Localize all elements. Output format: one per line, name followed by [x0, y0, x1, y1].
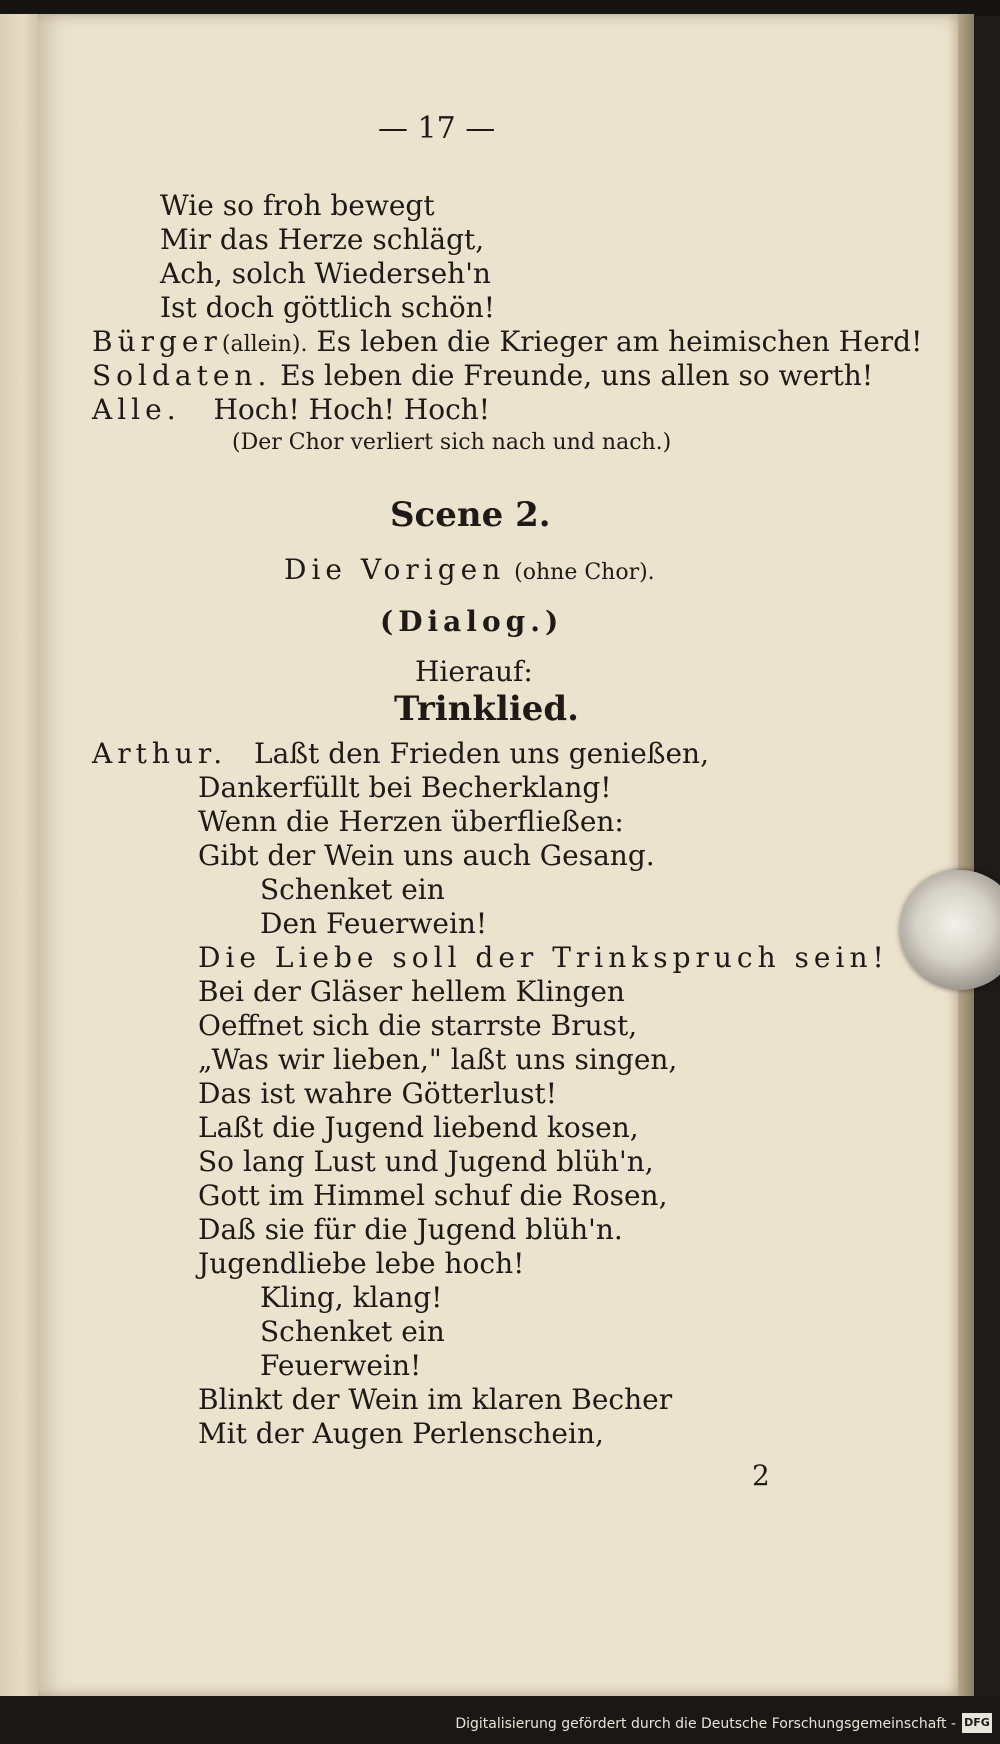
song-title: Trinklied. — [394, 689, 580, 729]
verse-line: Wie so froh bewegt — [160, 189, 435, 222]
verse-line: Jugendliebe lebe hoch! — [198, 1247, 525, 1280]
verse-line: Gibt der Wein uns auch Gesang. — [198, 839, 655, 872]
verse-line: Oeffnet sich die starrste Brust, — [198, 1009, 638, 1042]
verse-line: Schenket ein — [260, 1315, 445, 1348]
speaker-name: Bürger — [92, 325, 222, 358]
verse-line: Schenket ein — [260, 873, 445, 906]
stage-note: (allein). — [221, 332, 308, 357]
verse-line: Mir das Herze schlägt, — [160, 223, 485, 256]
signature-mark: 2 — [752, 1459, 770, 1492]
speech-text: Es leben die Krieger am heimischen Herd! — [316, 325, 923, 358]
verse-line: Den Feuerwein! — [260, 907, 488, 940]
speech-text: Es leben die Freunde, uns allen so werth! — [280, 359, 874, 392]
speech-line — [92, 325, 923, 358]
verse-line: Bei der Gläser hellem Klingen — [198, 975, 625, 1008]
verse-line: Laßt die Jugend liebend kosen, — [198, 1111, 639, 1144]
dialog-note: (Dialog.) — [380, 605, 564, 638]
page-fore-edge — [958, 14, 974, 1696]
verse-line: So lang Lust und Jugend blüh'n, — [198, 1145, 654, 1178]
speech-text: Hoch! Hoch! Hoch! — [213, 393, 491, 426]
verse-line: Gott im Himmel schuf die Rosen, — [198, 1179, 668, 1212]
speaker-name: Die Vorigen — [284, 553, 506, 586]
speech-line — [92, 393, 491, 426]
scene-characters — [284, 553, 655, 586]
verse-line: Mit der Augen Perlenschein, — [198, 1417, 604, 1450]
verse-line: Das ist wahre Götterlust! — [198, 1077, 557, 1110]
speaker-name: Alle. — [92, 393, 181, 426]
verse-line: „Was wir lieben," laßt uns singen, — [198, 1043, 678, 1076]
scene-heading: Scene 2. — [390, 495, 551, 535]
page-number: — 17 — — [378, 111, 496, 146]
stage-note: (ohne Chor). — [514, 560, 655, 585]
verse-line: Die Liebe soll der Trinkspruch sein! — [198, 941, 889, 974]
facing-page-edge — [0, 14, 41, 1696]
verse-line: Ach, solch Wiederseh'n — [160, 257, 491, 290]
dfg-logo: DFG — [962, 1713, 992, 1733]
speaker-name: Soldaten. — [92, 359, 272, 392]
digitization-credit: Digitalisierung gefördert durch die Deutsche Forschungsgemeinschaft - — [455, 1716, 956, 1732]
verse-line: Ist doch göttlich schön! — [160, 291, 496, 324]
verse-line: Daß sie für die Jugend blüh'n. — [198, 1213, 623, 1246]
speaker-name: Arthur. — [92, 737, 228, 770]
verse-line: Feuerwein! — [260, 1349, 422, 1382]
speech-text: Laßt den Frieden uns genießen, — [254, 737, 709, 770]
verse-line: Wenn die Herzen überfließen: — [198, 805, 624, 838]
verse-line: Dankerfüllt bei Becherklang! — [198, 771, 612, 804]
verse-line: Kling, klang! — [260, 1281, 443, 1314]
speech-line — [92, 737, 709, 770]
speech-line — [92, 359, 874, 392]
stage-direction: (Der Chor verliert sich nach und nach.) — [232, 430, 672, 455]
verse-line: Blinkt der Wein im klaren Becher — [198, 1383, 673, 1416]
transition-text: Hierauf: — [415, 655, 533, 688]
